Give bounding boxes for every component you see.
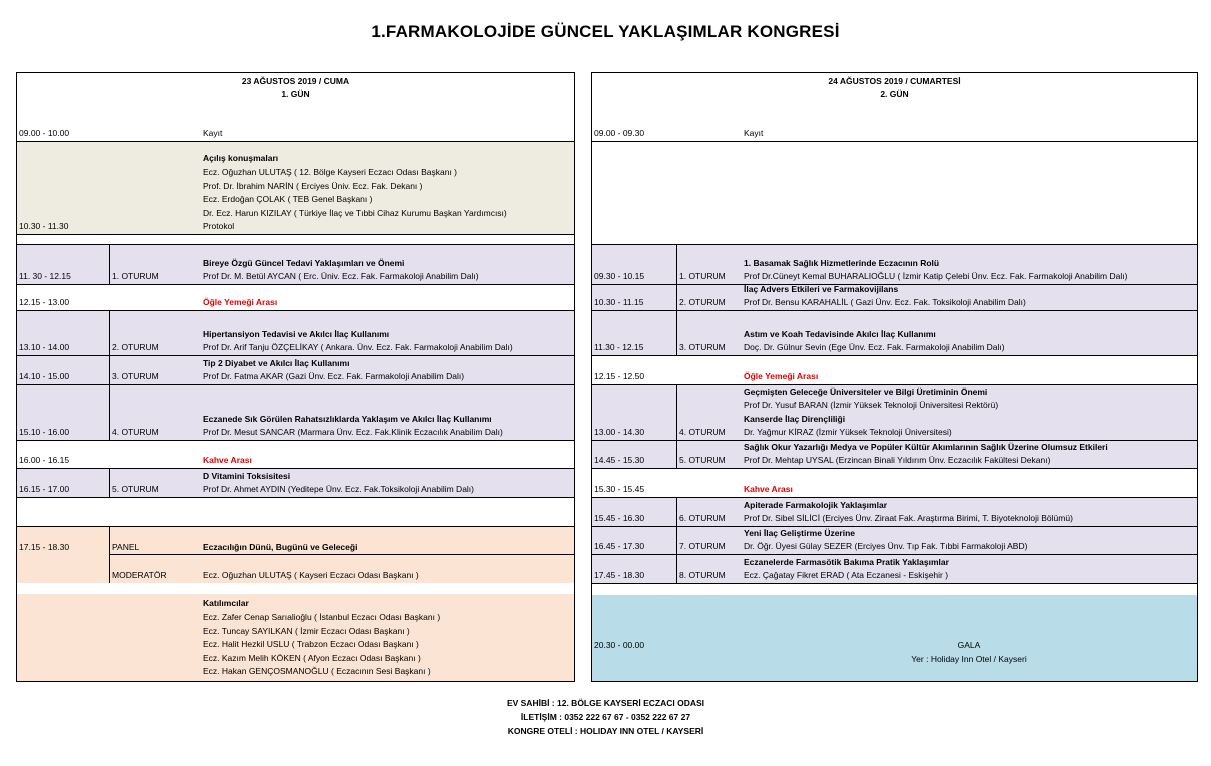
day2-date: 24 AĞUSTOS 2019 / CUMARTESİ <box>828 76 961 86</box>
row-time: 12.15 - 13.00 <box>19 297 70 308</box>
row-title: Geçmişten Geleceğe Üniversiteler ve Bilgi Üretiminin Önemi <box>744 386 988 397</box>
host-info: EV SAHİBİ : 12. BÖLGE KAYSERİ ECZACI ODASI <box>506 698 705 708</box>
speaker: Prof Dr. Fatma AKAR (Gazi Ünv. Ecz. Fak. Farmakoloji Anabilim Dalı) <box>203 371 465 382</box>
speaker: Ecz. Oğuzhan ULUTAŞ ( 12. Bölge Kayseri Eczacı Odası Başkanı ) <box>203 167 458 178</box>
row-time: 15.30 - 15.45 <box>594 484 645 495</box>
speaker: Ecz. Oğuzhan ULUTAŞ ( Kayseri Eczacı Odası Başkanı ) <box>203 570 419 581</box>
row-title: Kanserde İlaç Dirençliliği <box>744 413 846 424</box>
schedule-row <box>17 141 574 234</box>
day2-label: 2. GÜN <box>880 89 909 99</box>
row-title: Sağlık Okur Yazarlığı Medya ve Popüler Kültür Akımlarının Sağlık Üzerine Olumsuz Etkileri <box>744 441 1108 452</box>
schedule-row <box>109 554 574 583</box>
row-content <box>203 413 503 440</box>
row-content <box>203 357 464 384</box>
schedule-row <box>17 384 574 440</box>
schedule-row <box>592 103 1197 141</box>
speaker: Ecz. Halit Hezkil USLU ( Trabzon Eczacı Odası Başkanı ) <box>203 639 419 650</box>
row-content <box>203 597 440 679</box>
row-spacer <box>17 497 574 526</box>
row-title: Tip 2 Diyabet ve Akılcı İlaç Kullanımı <box>203 357 350 368</box>
row-title: 1. Basamak Sağlık Hizmetlerinde Eczacının Rolü <box>744 257 940 268</box>
gala-venue: Yer : Holiday Inn Otel / Kayseri <box>911 653 1027 664</box>
row-content <box>744 527 1027 554</box>
row-content <box>203 328 513 355</box>
row-spacer <box>17 234 574 244</box>
day1-header <box>17 73 574 101</box>
row-spacer <box>592 141 1197 244</box>
row-title: Eczanelerde Farmasötik Bakıma Pratik Yaklaşımlar <box>744 556 949 567</box>
row-title: Bireye Özgü Güncel Tedavi Yaklaşımları ve Önemi <box>203 257 405 268</box>
gala-title: GALA <box>957 640 981 650</box>
row-title: D Vitamini Toksisitesi <box>203 470 291 481</box>
row-content <box>203 257 479 284</box>
row-title: Yeni İlaç Geliştirme Üzerine <box>744 527 856 538</box>
row-session: 8. OTURUM <box>676 555 747 583</box>
row-time: 15.45 - 16.30 <box>594 513 645 524</box>
speaker: Prof Dr. Mehtap UYSAL (Erzincan Binali Yıldırım Ünv. Eczacılık Fakültesi Dekanı) <box>744 455 1051 466</box>
row-time: 09.00 - 10.00 <box>19 128 70 139</box>
row-title: Kayıt <box>203 128 223 139</box>
row-title: Hipertansiyon Tedavisi ve Akılcı İlaç Kullanımı <box>203 328 390 339</box>
row-session: 2. OTURUM <box>109 311 206 355</box>
speaker: Ecz. Çağatay Fikret ERAD ( Ata Eczanesi - Eskişehir ) <box>744 570 949 581</box>
row-time: 09.30 - 10.15 <box>594 271 645 282</box>
day1-date: 23 AĞUSTOS 2019 / CUMA <box>241 76 350 86</box>
row-title: Apiterade Farmakolojik Yaklaşımlar <box>744 499 887 510</box>
day2-header <box>592 73 1197 101</box>
speaker: Ecz. Kazım Melih KÖKEN ( Afyon Eczacı Odası Başkanı ) <box>203 652 421 663</box>
row-time: 16.15 - 17.00 <box>19 484 70 495</box>
schedule-row <box>592 384 1197 440</box>
row-session: MODERATÖR <box>109 555 206 583</box>
speaker: Prof Dr. M. Betül AYCAN ( Erc. Üniv. Ecz. Fak. Farmakoloji Anabilim Dalı) <box>203 271 479 282</box>
row-time: 16.00 - 16.15 <box>19 455 70 466</box>
day1-schedule <box>16 72 575 682</box>
row-session: 6. OTURUM <box>676 498 747 526</box>
row-title: İlaç Advers Etkileri ve Farmakovijilans <box>744 283 899 294</box>
day1-label: 1. GÜN <box>281 89 310 99</box>
schedule-row <box>592 244 1197 284</box>
break-label: Kahve Arası <box>203 455 252 466</box>
row-content <box>744 328 1005 355</box>
schedule-row <box>592 595 1197 681</box>
row-spacer <box>592 583 1197 595</box>
row-session: 5. OTURUM <box>676 441 747 468</box>
speaker: Ecz. Zafer Cenap Sarıalioğlu ( İstanbul Eczacı Odası Başkanı ) <box>203 612 441 623</box>
speaker: Ecz. Hakan GENÇOSMANOĞLU ( Eczacının Sesi Başkanı ) <box>203 666 431 677</box>
row-session: 7. OTURUM <box>676 527 747 554</box>
row-time: 13.10 - 14.00 <box>19 342 70 353</box>
row-content <box>744 386 998 440</box>
speaker: Prof Dr. Mesut SANCAR (Marmara Ünv. Ecz. Fak.Klinik Eczacılık Anabilim Dalı) <box>203 427 503 438</box>
row-content <box>744 283 1026 310</box>
row-time: 14.45 - 15.30 <box>594 455 645 466</box>
break-label: Öğle Yemeği Arası <box>203 297 278 308</box>
schedule-row <box>592 355 1197 384</box>
row-title: Astım ve Koah Tedavisinde Akılcı İlaç Kullanımı <box>744 328 936 339</box>
row-title: Kayıt <box>744 128 764 139</box>
row-time: 15.10 - 16.00 <box>19 427 70 438</box>
day2-schedule <box>591 72 1198 682</box>
row-content <box>203 152 507 234</box>
row-session: PANEL <box>109 527 206 583</box>
speaker: Prof Dr. Yusuf BARAN (İzmir Yüksek Teknoloji Üniversitesi Rektörü) <box>744 400 999 411</box>
row-content <box>203 470 474 497</box>
schedule-row <box>592 554 1197 583</box>
row-session: 1. OTURUM <box>676 245 747 284</box>
row-session: 1. OTURUM <box>109 245 206 284</box>
speaker: Prof Dr. Bensu KARAHALİL ( Gazi Ünv. Ecz. Fak. Toksikoloji Anabilim Dalı) <box>744 297 1026 308</box>
schedule-row <box>592 497 1197 526</box>
footer <box>0 696 1211 738</box>
speaker: Prof Dr. Sibel SİLİCİ (Erciyes Ünv. Ziraat Fak. Araştırma Birimi, T. Biyoteknoloji Bölümü) <box>744 513 1073 524</box>
row-title: Eczanede Sık Görülen Rahatsızlıklarda Yaklaşım ve Akılcı İlaç Kullanımı <box>203 413 492 424</box>
gala-info <box>822 639 1116 666</box>
speaker: Prof Dr.Cüneyt Kemal BUHARALIOĞLU ( İzmir Katip Çelebi Ünv. Ecz. Fak. Farmakoloji Anabilim Dalı) <box>744 271 1128 282</box>
row-session: 3. OTURUM <box>109 356 206 384</box>
schedule-row <box>17 440 574 468</box>
page-title: 1.FARMAKOLOJİDE GÜNCEL YAKLAŞIMLAR KONGRESİ <box>371 22 840 41</box>
speaker: Dr. Yağmur KİRAZ (İzmir Yüksek Teknoloji Üniversitesi) <box>744 427 952 438</box>
row-content <box>744 441 1108 468</box>
row-title: Katılımcılar <box>203 598 249 609</box>
schedule-row <box>592 310 1197 355</box>
row-session: 3. OTURUM <box>676 311 747 355</box>
row-time: 11. 30 - 12.15 <box>19 271 71 282</box>
speaker: Protokol <box>203 221 235 232</box>
schedule-row <box>17 284 574 310</box>
schedule-row <box>592 284 1197 310</box>
row-time: 20.30 - 00.00 <box>594 640 645 650</box>
row-session: 5. OTURUM <box>109 469 206 497</box>
row-content <box>744 257 1127 284</box>
schedule-row <box>17 593 574 681</box>
row-title: Açılış konuşmaları <box>203 153 279 164</box>
row-time: 11.30 - 12.15 <box>594 342 644 353</box>
row-time: 17.15 - 18.30 <box>19 542 70 552</box>
speaker: Doç. Dr. Gülnur Sevin (Ege Ünv. Ecz. Fak. Farmakoloji Anabilim Dalı) <box>744 342 1005 353</box>
row-time: 10.30 - 11.30 <box>19 221 69 232</box>
schedule-row <box>592 440 1197 468</box>
row-title: Eczacılığın Dünü, Bugünü ve Geleceği <box>203 542 358 552</box>
row-time: 13.00 - 14.30 <box>594 427 645 438</box>
speaker: Ecz. Tuncay SAYILKAN ( İzmir Eczacı Odası Başkanı ) <box>203 625 410 636</box>
contact-info: İLETİŞİM : 0352 222 67 67 - 0352 222 67 27 <box>520 712 691 722</box>
hotel-info: KONGRE OTELİ : HOLIDAY INN OTEL / KAYSERİ <box>507 726 704 736</box>
speaker: Prof Dr. Arif Tanju ÖZÇELİKAY ( Ankara. Ünv. Ecz. Fak. Farmakoloji Anabilim Dalı) <box>203 342 513 353</box>
row-spacer <box>109 583 574 593</box>
schedule-row <box>17 103 574 141</box>
schedule-row <box>17 355 574 384</box>
row-session: 4. OTURUM <box>109 385 206 440</box>
speaker: Prof Dr. Ahmet AYDIN (Yeditepe Ünv. Ecz. Fak.Toksikoloji Anabilim Dalı) <box>203 484 475 495</box>
break-label: Öğle Yemeği Arası <box>744 371 819 382</box>
row-session: 4. OTURUM <box>676 385 747 440</box>
speaker: Dr. Ecz. Harun KIZILAY ( Türkiye İlaç ve Tıbbi Cihaz Kurumu Başkan Yardımcısı) <box>203 207 507 218</box>
row-session: 2. OTURUM <box>676 285 747 310</box>
row-time: 16.45 - 17.30 <box>594 541 645 552</box>
row-time: 09.00 - 09.30 <box>594 128 645 139</box>
schedule-row <box>17 310 574 355</box>
speaker: Prof. Dr. İbrahim NARİN ( Erciyes Üniv. Ecz. Fak. Dekanı ) <box>203 180 423 191</box>
row-time: 14.10 - 15.00 <box>19 371 70 382</box>
row-time: 17.45 - 18.30 <box>594 570 645 581</box>
row-content <box>744 556 949 583</box>
schedule-row <box>17 244 574 284</box>
schedule-row <box>592 468 1197 497</box>
schedule-row <box>17 468 574 497</box>
row-time: 10.30 - 11.15 <box>594 297 644 308</box>
break-label: Kahve Arası <box>744 484 793 495</box>
schedule-row <box>592 526 1197 554</box>
speaker: Ecz. Erdoğan ÇOLAK ( TEB Genel Başkanı ) <box>203 194 373 205</box>
speaker: Dr. Öğr. Üyesi Gülay SEZER (Erciyes Ünv. Tıp Fak. Tıbbi Farmakoloji ABD) <box>744 541 1028 552</box>
row-content <box>744 499 1073 526</box>
row-time: 12.15 - 12.50 <box>594 371 645 382</box>
